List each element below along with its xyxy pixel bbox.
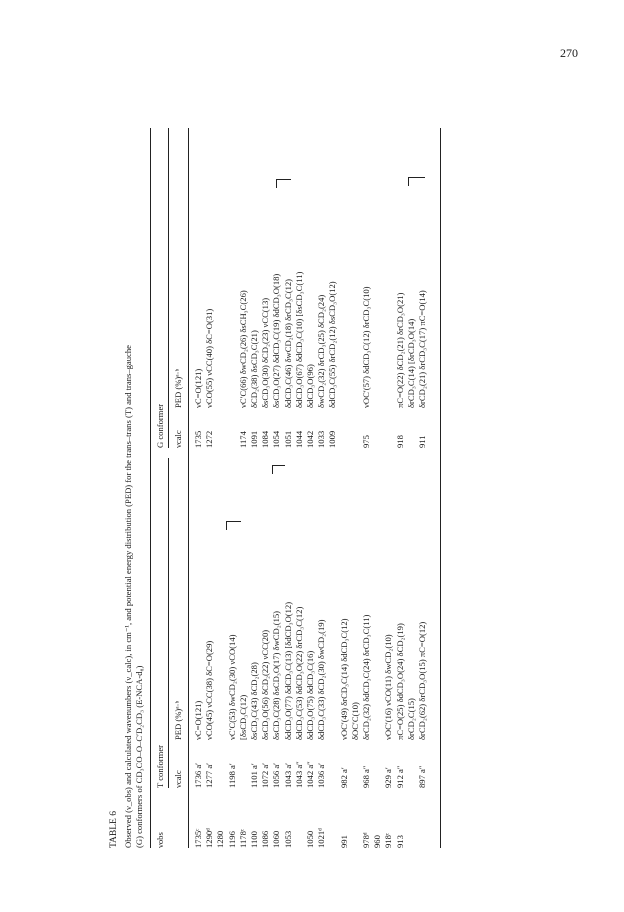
cell-g-calc: 918 — [394, 435, 405, 448]
cell-t-ped: δdCD₃C(33) δCD₂(30) δwCD₂(19) — [316, 619, 327, 740]
cell-g-ped: νCO(55) νCC(40) δC=O(31) — [204, 308, 215, 408]
cell-t-ped: δdCD₃O(75) δdCD₃C(16) — [305, 650, 315, 740]
cell-t-calc: 968 a″ — [361, 765, 371, 788]
cell-t-ped: νCO(45) νCC(38) δC=O(29) — [204, 640, 215, 740]
cell-g-ped: δrCD₃C(14) [δrCD₃O(14) — [405, 318, 416, 408]
cell-g-ped: δsCD₃O(30) δCD₂(23) νCC(13) — [260, 297, 271, 408]
cell-t-ped: δrCD₂(62) δrCD₃O(15) πC=O(12) — [417, 621, 427, 740]
cell-obs: 1178ᶜ — [237, 828, 248, 848]
g-bracket-2 — [408, 177, 425, 186]
cell-obs: 1086 — [260, 830, 271, 848]
cell-t-ped: νC′C(53) δwCD₂(30) νCO(14) — [226, 634, 237, 740]
cell-obs: 913 — [394, 835, 405, 848]
cell-g-ped: δwCD₂(32) δrCD₃(25) δCD₂(24) — [316, 294, 327, 408]
cell-t-ped: νOC′(49) δrCD₃C(14) δdCD₃C(12) — [338, 618, 349, 740]
cell-obs: 960 — [372, 835, 383, 848]
cell-obs: 1050 — [305, 830, 315, 848]
cell-t-calc: 1072 a′ — [260, 762, 271, 788]
cell-t-calc: 982 a′ — [338, 767, 349, 788]
cell-t-calc: 929 a′ — [383, 767, 394, 788]
cell-g-ped: δrCD₂(21) δrCD₃C(17) πC=O(14) — [417, 290, 427, 408]
cell-t-calc: 1043 a″ — [293, 761, 304, 788]
cell-t-calc: 912 a″ — [394, 765, 405, 788]
rotated-table — [110, 88, 530, 848]
table-caption-line1: Observed (ν_obs) and calculated wavenumbers (ν_calc), in cm⁻¹, and potential energy distribution (PED) for the trans–trans (T) and trans–gauche — [123, 345, 133, 848]
cell-g-calc: 1051 — [282, 430, 293, 448]
t-bracket-2 — [272, 465, 285, 474]
table-bottom-rule — [440, 128, 441, 848]
cell-g-calc: 1174 — [237, 431, 248, 448]
cell-t-calc: 897 a″ — [417, 765, 427, 788]
cell-g-ped: δdCD₃O(96) — [305, 364, 315, 408]
page-number: 270 — [560, 46, 578, 60]
g-bracket-1 — [276, 179, 291, 188]
header-ped-g: PED (%)ᵃ·ᵇ — [173, 368, 183, 408]
cell-g-calc: 1054 — [271, 430, 282, 448]
cell-obs: 1100 — [249, 831, 259, 848]
cell-obs: 1735ᶜ — [193, 828, 203, 848]
cell-g-ped: δdCD₃C(46) δwCD₂(18) δrCD₃C(12) — [282, 278, 293, 408]
cell-g-calc: 911 — [417, 435, 427, 448]
cell-g-calc: 1033 — [316, 430, 327, 448]
cell-t-ped: δrCD₂(32) δdCD₃C(24) δrCD₃C(11) — [361, 614, 371, 740]
cell-g-calc: 975 — [361, 435, 371, 448]
t-bracket-1 — [226, 521, 241, 530]
cell-t-calc: 1736 a′ — [193, 762, 203, 788]
cell-g-ped: νC′C(66) δwCD₂(26) δsCH₃C(26) — [237, 290, 248, 408]
cell-g-calc: 1091 — [249, 430, 259, 448]
cell-obs: 918ᶜ — [383, 832, 394, 848]
cell-t-ped: νOC′(16) νCO(11) δwCD₂(10) — [383, 634, 394, 740]
cell-g-calc: 1084 — [260, 430, 271, 448]
cell-g-ped: νOC′(57) δdCD₃C(12) δrCD₃C(10) — [361, 286, 371, 408]
table-caption-line2: (G) conformers of CD₃CO–O–C′D₂CD₃ (E-NCA-d₈) — [134, 665, 144, 848]
cell-obs: 1290ᵈ — [204, 828, 215, 848]
cell-obs: 991 — [338, 835, 349, 848]
cell-t-ped: δdCD₃C(53) δdCD₃O(22) δrCD₃C(12) — [293, 606, 304, 740]
cell-t-calc: 1043 a′ — [282, 762, 293, 788]
cell-g-ped: δdCD₃O(67) δdCD₃C(10) [δsCD₃C(11) — [293, 271, 304, 408]
t-conformer-rule — [168, 458, 169, 788]
cell-g-calc: 1009 — [327, 430, 338, 448]
cell-t-calc: 1056 a′ — [271, 762, 282, 788]
g-conformer-rule — [168, 128, 169, 448]
cell-g-ped: πC=O(22) δCD₂(21) δrCD₃O(21) — [394, 292, 405, 408]
cell-obs: 1053 — [282, 830, 293, 848]
cell-t-calc: 1198 a′ — [226, 763, 237, 788]
cell-g-calc: 1272 — [204, 430, 215, 448]
header-t-conformer: T conformer — [155, 744, 165, 788]
header-ped-t: PED (%)ᵃ·ᵇ — [173, 700, 183, 740]
cell-obs: 1021ᵈ — [316, 828, 327, 848]
cell-g-calc: 1044 — [293, 430, 304, 448]
cell-t-ped: νC=O(121) — [193, 700, 203, 740]
cell-t-calc: 1042 a″ — [305, 761, 315, 788]
header-bottom-rule — [188, 128, 189, 848]
cell-t-ped: [δsCD₃C(12) — [237, 694, 248, 740]
cell-t-ped: πC=O(25) δdCD₃O(24) δCD₂(19) — [394, 623, 405, 740]
cell-g-calc: 1735 — [193, 430, 203, 448]
cell-t-ped: δOC′C(10) — [349, 702, 360, 740]
header-nu-obs: νobs — [155, 832, 165, 848]
cell-obs: 1196 — [226, 831, 237, 848]
cell-obs: 1060 — [271, 830, 282, 848]
cell-t-calc: 1101 a′ — [249, 763, 259, 788]
header-nu-calc-t: νcalc — [173, 770, 183, 788]
cell-g-ped: δsCD₃O(27) δdCD₃C(19) δdCD₃O(18) — [271, 273, 282, 408]
cell-g-ped: δCD₂(38) δsCD₃C(21) — [249, 330, 259, 408]
cell-t-ped: δsCD₃C(28) δsCD₃O(17) δwCD₂(15) — [271, 610, 282, 740]
cell-t-ped: δsCD₃O(56) δCD₂(22) νCC(20) — [260, 629, 271, 740]
cell-g-ped: νC=O(121) — [193, 368, 203, 408]
cell-g-ped: δdCD₃C(55) δrCD₂(12) δsCD₃O(12) — [327, 281, 338, 408]
cell-obs: 978ᵈ — [361, 832, 371, 848]
table-label: TABLE 6 — [109, 811, 119, 848]
cell-t-calc: 1036 a′ — [316, 762, 327, 788]
header-g-conformer: G conformer — [155, 403, 165, 448]
header-nu-calc-g: νcalc — [173, 430, 183, 448]
cell-obs: 1280 — [215, 830, 226, 848]
cell-t-ped: δrCD₂C(15) — [405, 698, 416, 740]
cell-t-ped: δdCD₃O(77) δdCD₃C(13) [δdCD₃O(12) — [282, 601, 293, 740]
table-top-rule — [150, 128, 151, 848]
cell-t-calc: 1277 a′ — [204, 762, 215, 788]
cell-g-calc: 1042 — [305, 430, 315, 448]
cell-t-ped: δsCD₃C(43) δCD₂(28) — [249, 662, 259, 740]
